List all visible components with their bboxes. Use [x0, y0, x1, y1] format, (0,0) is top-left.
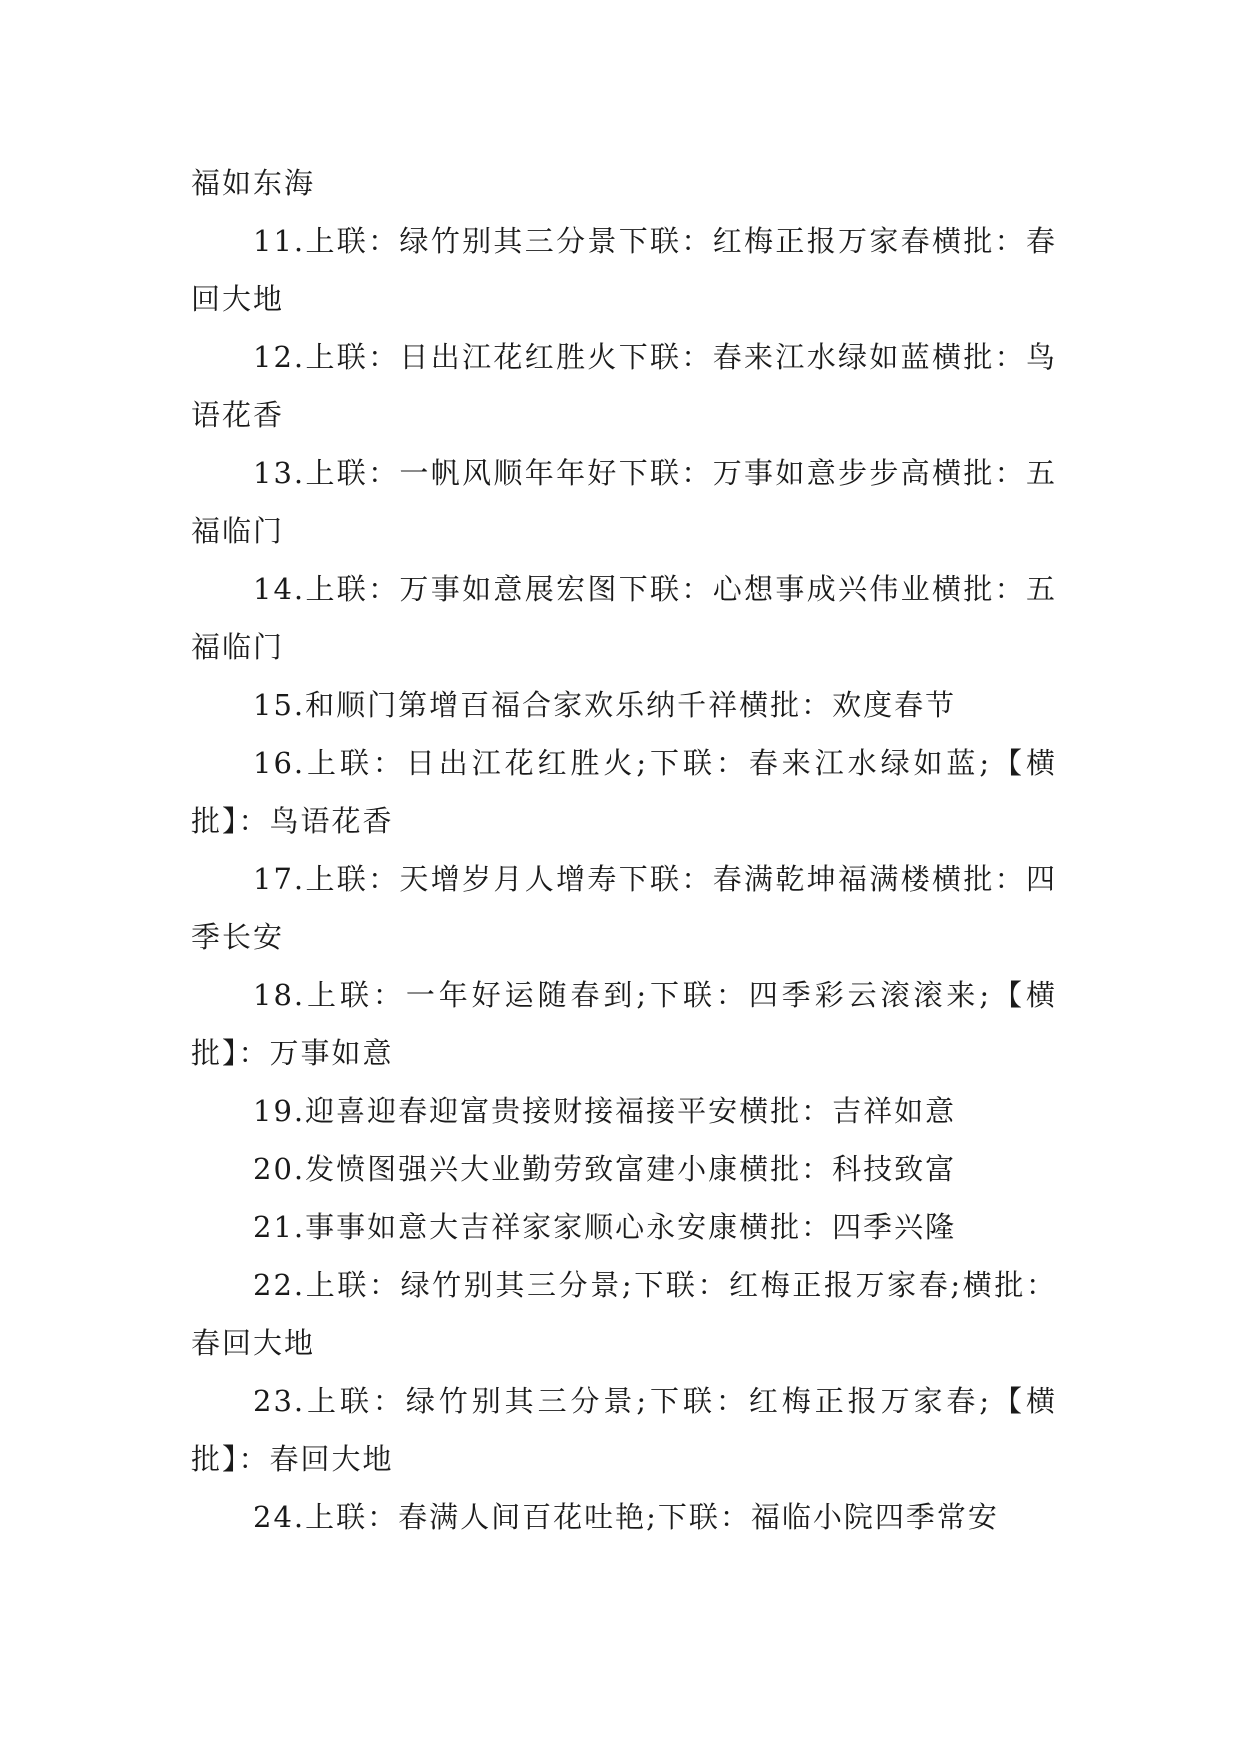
paragraph-21: 21.事事如意大吉祥家家顺心永安康横批：四季兴隆 — [253, 1210, 957, 1244]
document-body — [191, 154, 1057, 1546]
paragraph-22: 22.上联：绿竹别其三分景;下联：红梅正报万家春;横批：春回大地 — [191, 1268, 1057, 1360]
paragraph-13: 13.上联：一帆风顺年年好下联：万事如意步步高横批：五福临门 — [191, 456, 1057, 548]
paragraph-11: 11.上联：绿竹别其三分景下联：红梅正报万家春横批：春回大地 — [191, 224, 1057, 316]
paragraph-23: 23.上联：绿竹别其三分景;下联：红梅正报万家春;【横批】：春回大地 — [191, 1384, 1057, 1476]
paragraph-12: 12.上联：日出江花红胜火下联：春来江水绿如蓝横批：鸟语花香 — [191, 340, 1057, 432]
paragraph-19: 19.迎喜迎春迎富贵接财接福接平安横批：吉祥如意 — [253, 1094, 957, 1128]
paragraph-14: 14.上联：万事如意展宏图下联：心想事成兴伟业横批：五福临门 — [191, 572, 1057, 664]
paragraph-16: 16.上联：日出江花红胜火;下联：春来江水绿如蓝;【横批】：鸟语花香 — [191, 746, 1057, 838]
paragraph-15: 15.和顺门第增百福合家欢乐纳千祥横批：欢度春节 — [253, 688, 957, 722]
paragraph-20: 20.发愤图强兴大业勤劳致富建小康横批：科技致富 — [253, 1152, 957, 1186]
paragraph-0: 福如东海 — [191, 166, 316, 200]
paragraph-24: 24.上联：春满人间百花吐艳;下联：福临小院四季常安 — [253, 1500, 999, 1534]
paragraph-18: 18.上联：一年好运随春到;下联：四季彩云滚滚来;【横批】：万事如意 — [191, 978, 1057, 1070]
paragraph-17: 17.上联：天增岁月人增寿下联：春满乾坤福满楼横批：四季长安 — [191, 862, 1057, 954]
